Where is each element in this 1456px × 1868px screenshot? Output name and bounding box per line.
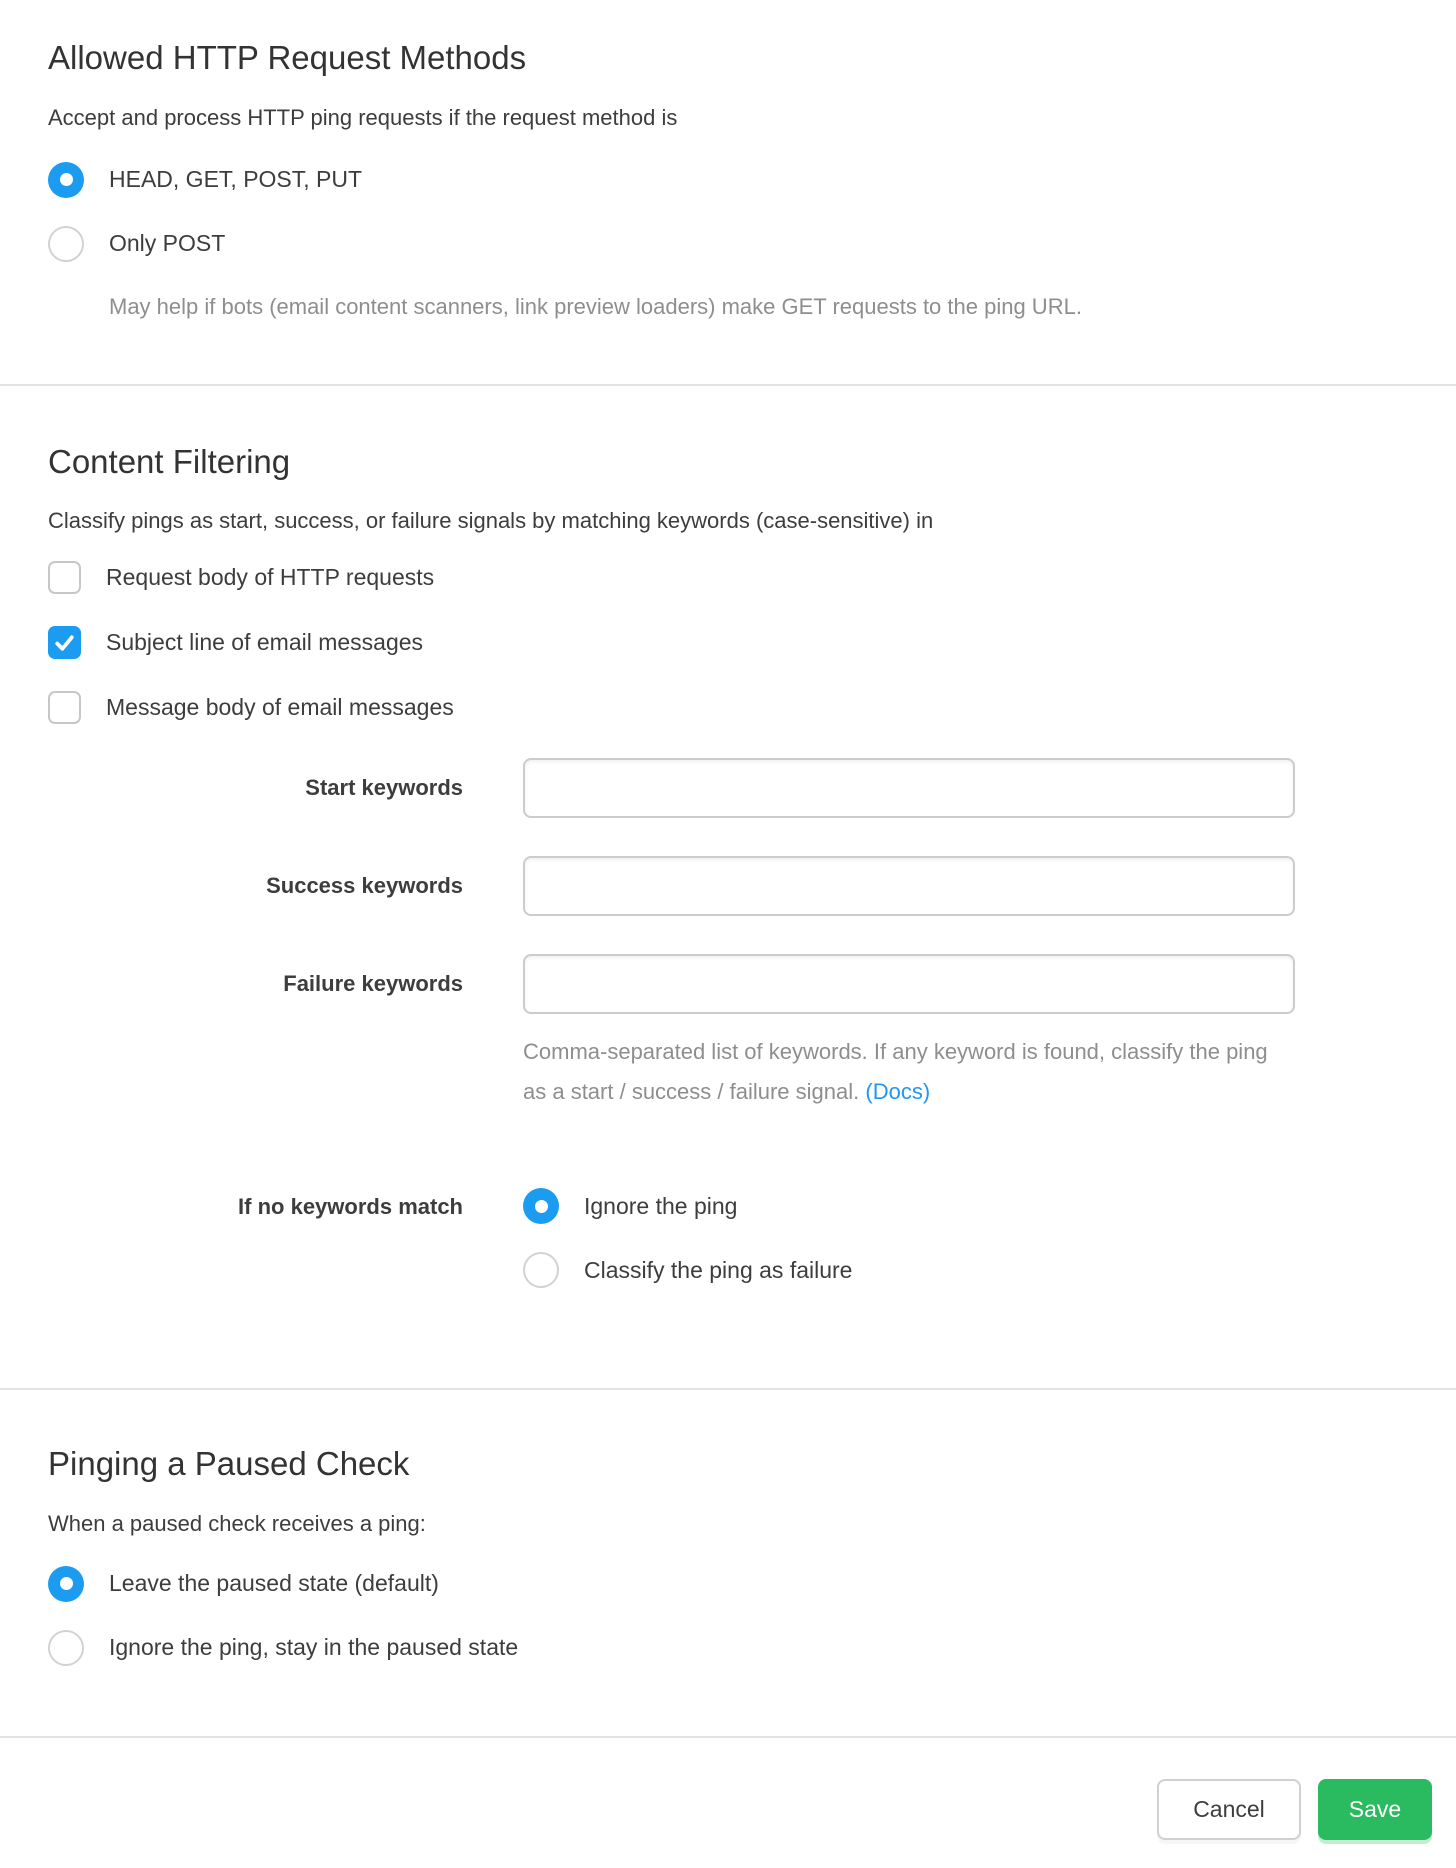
section-content-filtering [0, 386, 1456, 1389]
checkbox-option-request-body[interactable] [48, 561, 1408, 594]
success-keywords-label: Success keywords [266, 873, 463, 899]
radio-ignore-ping[interactable] [523, 1188, 559, 1224]
form-footer [0, 1738, 1456, 1865]
checkbox-option-message-body[interactable] [48, 691, 1408, 724]
radio-classify-failure[interactable] [523, 1252, 559, 1288]
form-row-start-keywords [48, 758, 1408, 818]
checkbox-option-subject-line[interactable] [48, 626, 1408, 659]
radio-option-only-post[interactable] [48, 226, 1408, 262]
radio-head-get-post-put[interactable] [48, 162, 84, 198]
form-row-keywords-help [48, 1032, 1408, 1112]
success-keywords-input[interactable] [523, 856, 1295, 916]
radio-label-only-post: Only POST [109, 230, 226, 257]
checkbox-label-message-body: Message body of email messages [106, 694, 454, 721]
radio-option-head-get-post-put[interactable] [48, 162, 1408, 198]
form-row-no-keywords-match [48, 1188, 1408, 1288]
section-allowed-http-methods [0, 0, 1456, 384]
radio-leave-paused-state[interactable] [48, 1566, 84, 1602]
radio-label-classify-failure: Classify the ping as failure [584, 1256, 853, 1283]
start-keywords-label: Start keywords [305, 775, 463, 801]
failure-keywords-label: Failure keywords [283, 971, 463, 997]
checkbox-request-body[interactable] [48, 561, 81, 594]
keywords-help-text: Comma-separated list of keywords. If any keyword is found, classify the ping as a start / success / failure signal. (Docs) [523, 1039, 1268, 1105]
radio-label-ignore-stay-paused: Ignore the ping, stay in the paused state [109, 1634, 519, 1661]
start-keywords-input[interactable] [523, 758, 1295, 818]
section-title-pinging-paused-check: Pinging a Paused Check [48, 1445, 410, 1483]
radio-option-leave-paused-state[interactable] [48, 1566, 1408, 1602]
save-button[interactable]: Save [1318, 1779, 1432, 1840]
keywords-form [48, 758, 1408, 1288]
checkbox-label-subject-line: Subject line of email messages [106, 629, 424, 656]
methods-description: Accept and process HTTP ping requests if the request method is [48, 104, 678, 130]
radio-label-leave-paused-state: Leave the paused state (default) [109, 1570, 439, 1597]
radio-option-classify-failure[interactable] [523, 1252, 1295, 1288]
checkbox-message-body[interactable] [48, 691, 81, 724]
cancel-button[interactable]: Cancel [1157, 1779, 1301, 1840]
checkbox-subject-line[interactable] [48, 626, 81, 659]
form-row-success-keywords [48, 856, 1408, 916]
radio-ignore-stay-paused[interactable] [48, 1630, 84, 1666]
failure-keywords-input[interactable] [523, 954, 1295, 1014]
section-title-content-filtering: Content Filtering [48, 442, 291, 480]
checkbox-label-request-body: Request body of HTTP requests [106, 564, 435, 591]
section-title-allowed-http-methods: Allowed HTTP Request Methods [48, 39, 527, 76]
check-icon [52, 630, 77, 655]
only-post-help-text: May help if bots (email content scanners, link preview loaders) make GET requests to the ping URL. [109, 293, 1082, 319]
section-pinging-paused-check [0, 1390, 1456, 1736]
radio-label-ignore-ping: Ignore the ping [584, 1192, 738, 1219]
form-row-failure-keywords [48, 954, 1408, 1014]
radio-option-ignore-ping[interactable] [523, 1188, 1295, 1224]
paused-description: When a paused check receives a ping: [48, 1510, 426, 1536]
radio-only-post[interactable] [48, 226, 84, 262]
docs-link[interactable]: (Docs) [865, 1079, 931, 1105]
filtering-description: Classify pings as start, success, or failure signals by matching keywords (case-sensitive) in [48, 508, 934, 534]
radio-option-ignore-stay-paused[interactable] [48, 1630, 1408, 1666]
radio-label-head-get-post-put: HEAD, GET, POST, PUT [109, 166, 363, 193]
no-keywords-match-label: If no keywords match [238, 1194, 463, 1220]
